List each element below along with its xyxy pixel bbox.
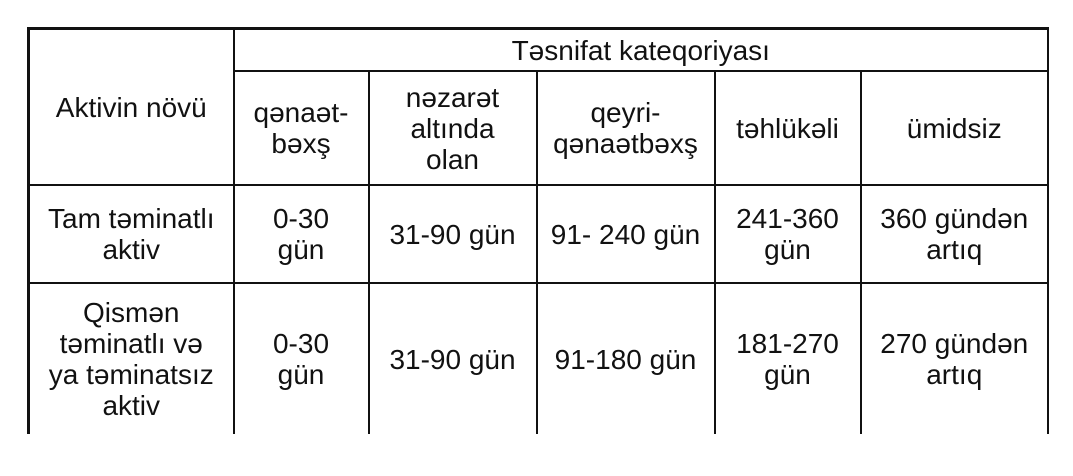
cell-value: 181-270 gün bbox=[736, 328, 839, 390]
table-cell bbox=[861, 185, 1049, 283]
row-label: Tam təminatlı aktiv bbox=[48, 203, 215, 265]
table-cell bbox=[369, 283, 537, 434]
classification-table bbox=[27, 27, 1049, 434]
table-cell bbox=[715, 283, 861, 434]
column-header-doubtful: təhlükəli bbox=[736, 112, 839, 144]
column-header-loss: ümidsiz bbox=[906, 112, 1002, 144]
table-cell bbox=[537, 185, 715, 283]
column-header-substandard: qeyri- qənaətbəxş bbox=[553, 97, 698, 159]
table-cell bbox=[369, 185, 537, 283]
table-cell bbox=[234, 185, 369, 283]
column-header-cell bbox=[537, 71, 715, 185]
classification-table-container bbox=[27, 27, 1049, 476]
column-header-satisfactory: qənaət- bəxş bbox=[253, 97, 349, 159]
cell-value: 91- 240 gün bbox=[550, 218, 701, 250]
row-label-cell bbox=[29, 185, 234, 283]
table-cell bbox=[234, 283, 369, 434]
cell-value: 0-30 gün bbox=[272, 203, 330, 265]
row-label-cell bbox=[29, 283, 234, 434]
column-header-cell bbox=[369, 71, 537, 185]
column-header-cell bbox=[715, 71, 861, 185]
table-cell bbox=[537, 283, 715, 434]
group-header-title: Təsnifat kateqoriyası bbox=[511, 34, 770, 66]
row-header-title-cell bbox=[29, 29, 234, 186]
column-header-watch: nəzarət altında olan bbox=[405, 81, 500, 175]
cell-value: 31-90 gün bbox=[389, 218, 516, 250]
row-label: Qismən təminatlı və ya təminatsız aktiv bbox=[48, 297, 214, 421]
table-cell bbox=[715, 185, 861, 283]
cell-value: 91-180 gün bbox=[554, 343, 697, 375]
cell-value: 31-90 gün bbox=[389, 343, 516, 375]
column-header-cell bbox=[861, 71, 1049, 185]
table-row bbox=[29, 185, 1049, 283]
cell-value: 0-30 gün bbox=[272, 328, 330, 390]
table-row bbox=[29, 283, 1049, 434]
cell-value: 241-360 gün bbox=[736, 203, 839, 265]
table-cell bbox=[861, 283, 1049, 434]
group-header-cell bbox=[234, 29, 1049, 72]
cell-value: 270 gündən artıq bbox=[880, 328, 1029, 390]
table-header-row-group bbox=[29, 29, 1049, 72]
column-header-cell bbox=[234, 71, 369, 185]
row-header-title: Aktivin növü bbox=[55, 91, 207, 123]
cell-value: 360 gündən artıq bbox=[880, 203, 1029, 265]
